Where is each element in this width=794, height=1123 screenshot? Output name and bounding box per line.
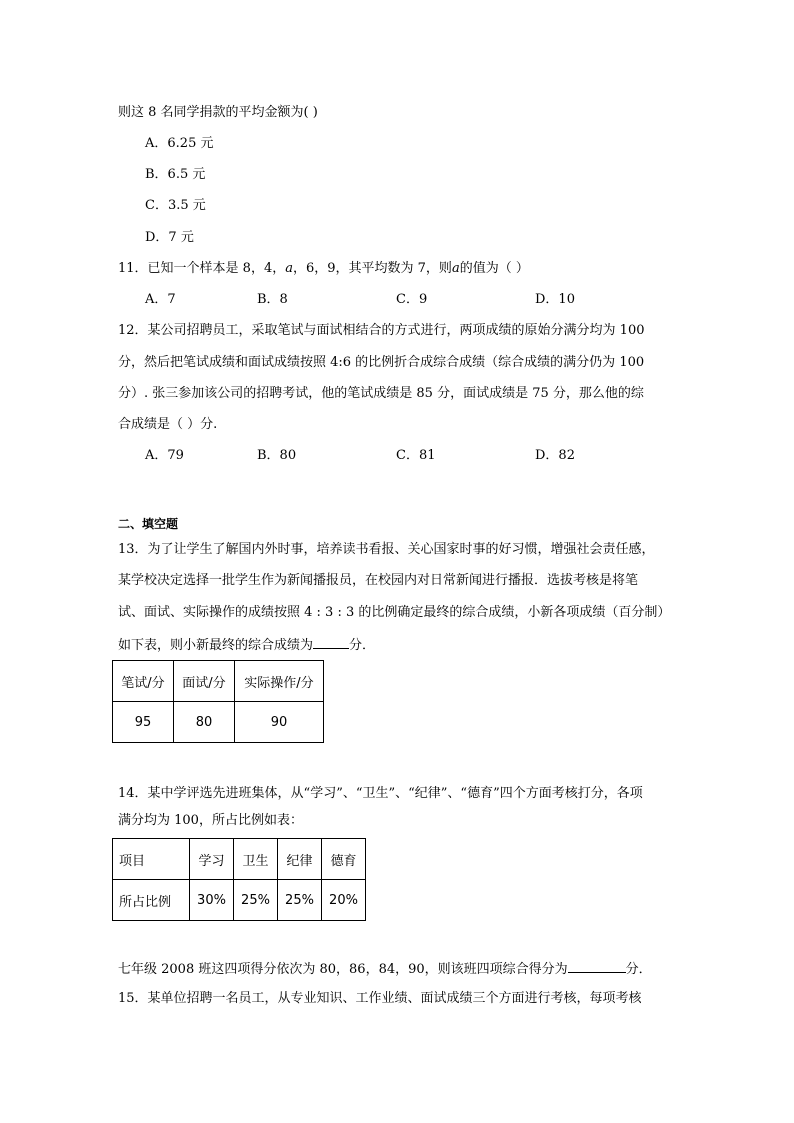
q11-option-a: A．7	[145, 292, 176, 307]
q13-line-3: 试、面试、实际操作的成绩按照 4 : 3 : 3 的比例确定最终的综合成绩，小新各项成绩（百分制）	[118, 605, 671, 620]
q14-header-discipline: 纪律	[278, 839, 322, 880]
q13-line-2: 某学校决定选择一批学生作为新闻播报员，在校园内对日常新闻进行播报．选拔考核是将笔	[118, 573, 639, 588]
q12-option-d: D．82	[535, 448, 575, 463]
q14-value-study: 30%	[190, 880, 234, 921]
q10-option-c: C．3.5 元	[145, 198, 206, 213]
q11-option-c: C．9	[396, 292, 428, 307]
q12-option-c: C．81	[396, 448, 436, 463]
q12-line-2: 分，然后把笔试成绩和面试成绩按照 4:6 的比例折合成综合成绩（综合成绩的满分仍为 100	[118, 355, 645, 370]
q13-header-written: 笔试/分	[113, 661, 174, 702]
q14-line-1: 14．某中学评选先进班集体，从“学习”、“卫生”、“纪律”、“德育”四个方面考核打分，各项	[118, 786, 643, 801]
q10-option-d: D．7 元	[145, 230, 194, 245]
q14-line-2: 满分均为 100，所占比例如表：	[118, 813, 303, 828]
q11-variable: a	[285, 261, 293, 276]
q13-line-4-before: 如下表，则小新最终的综合成绩为	[118, 638, 314, 653]
q13-line-4	[118, 634, 375, 656]
q10-option-b: B．6.5 元	[145, 167, 206, 182]
section-title: 二、填空题	[118, 517, 179, 531]
q14-followup-after: 分．	[625, 962, 652, 977]
q14-header-study: 学习	[190, 839, 234, 880]
q11-option-b: B．8	[257, 292, 288, 307]
q14-header-moral: 德育	[322, 839, 366, 880]
q12-line-4: 合成绩是（ ）分.	[118, 417, 218, 432]
q14-answer-blank	[568, 958, 626, 973]
q14-row-label: 所占比例	[113, 880, 190, 921]
q13-score-table	[112, 660, 324, 743]
q13-header-practical: 实际操作/分	[235, 661, 324, 702]
q11-stem-mid: ，6，9，其平均数为 7，则	[292, 261, 452, 276]
q10-stem: 则这 8 名同学捐款的平均金额为( )	[118, 105, 318, 120]
q14-ratio-table	[112, 838, 366, 921]
q15-line-1: 15．某单位招聘一名员工，从专业知识、工作业绩、面试成绩三个方面进行考核，每项考核	[118, 991, 642, 1006]
q11-stem	[118, 259, 529, 279]
q14-followup	[118, 958, 652, 980]
q14-header-item: 项目	[113, 839, 190, 880]
q14-value-discipline: 25%	[278, 880, 322, 921]
q13-answer-blank	[313, 634, 349, 649]
q12-option-a: A．79	[145, 448, 184, 463]
q13-header-interview: 面试/分	[174, 661, 235, 702]
q12-line-3: 分）. 张三参加该公司的招聘考试，他的笔试成绩是 85 分，面试成绩是 75 分，那么他的综	[118, 386, 644, 401]
q13-value-written: 95	[113, 702, 174, 743]
q14-value-hygiene: 25%	[234, 880, 278, 921]
q14-value-moral: 20%	[322, 880, 366, 921]
q14-followup-before: 七年级 2008 班这四项得分依次为 80，86，84，90，则该班四项综合得分为	[118, 962, 568, 977]
q11-stem-after: 的值为（ ）	[459, 261, 529, 276]
q11-variable-2: a	[451, 261, 460, 276]
q10-option-a: A．6.25 元	[145, 136, 214, 151]
q14-header-hygiene: 卫生	[234, 839, 278, 880]
q11-option-d: D．10	[535, 292, 575, 307]
q11-stem-before: 11．已知一个样本是 8，4，	[118, 261, 286, 276]
q13-line-4-after: 分．	[349, 638, 376, 653]
q13-line-1: 13．为了让学生了解国内外时事，培养读书看报、关心国家时事的好习惯，增强社会责任感，	[118, 542, 655, 557]
q13-value-interview: 80	[174, 702, 235, 743]
q12-option-b: B．80	[257, 448, 297, 463]
q13-value-practical: 90	[235, 702, 324, 743]
q12-line-1: 12．某公司招聘员工，采取笔试与面试相结合的方式进行，两项成绩的原始分满分均为 100	[118, 323, 645, 338]
